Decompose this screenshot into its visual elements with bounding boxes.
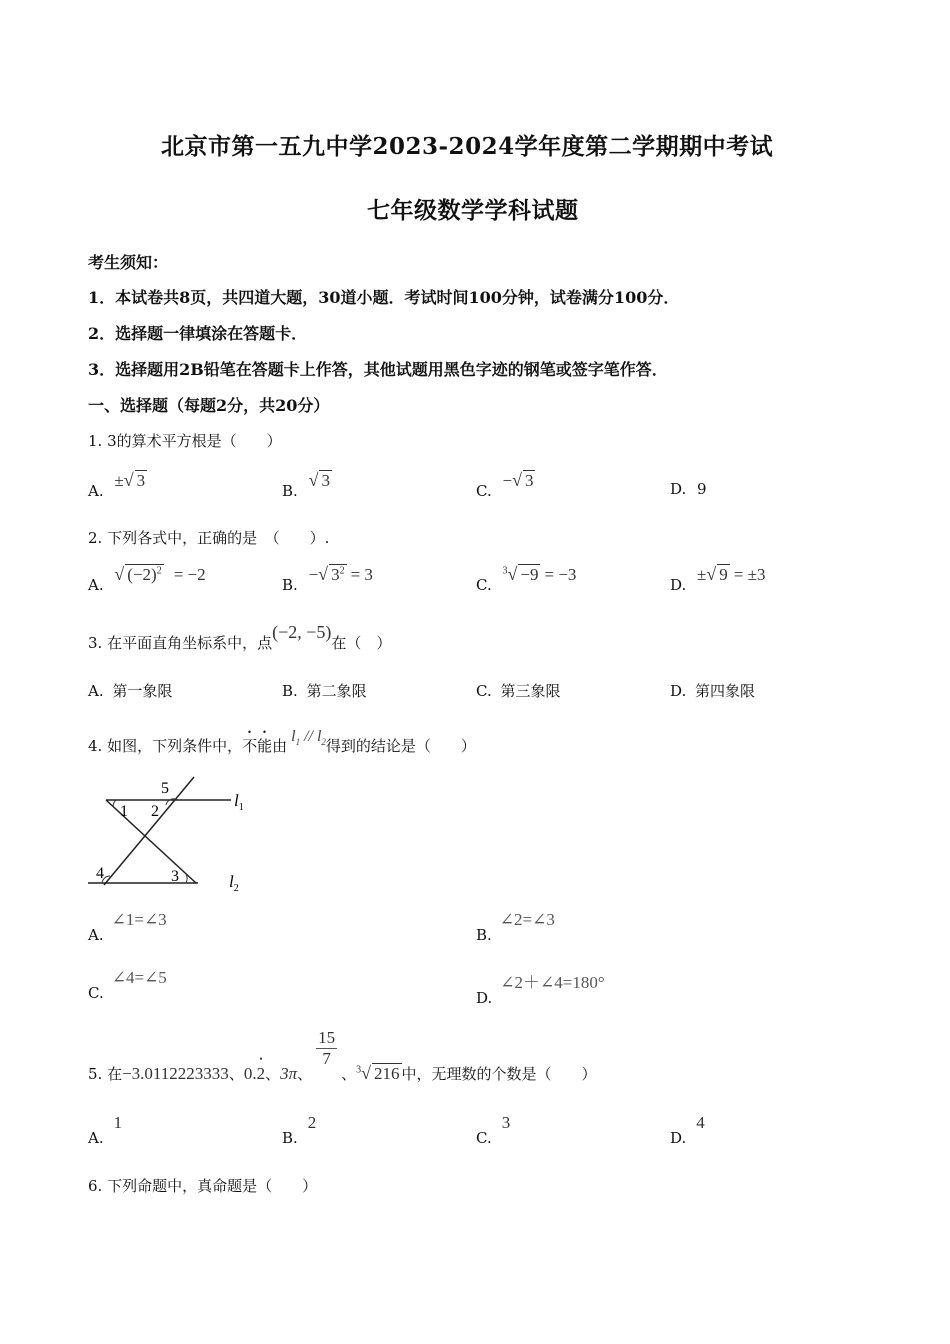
option-text: 第四象限 (695, 682, 756, 700)
option-value: 9 (697, 480, 707, 498)
option-label: B. (476, 926, 492, 944)
exam-subtitle: 七年级数学学科试题 (367, 197, 579, 224)
subscript: 1 (295, 737, 301, 748)
line-label-l1: l (234, 791, 239, 810)
q1-option-b: B. √ 3 (282, 470, 330, 500)
notes-heading: 考生须知： (88, 253, 169, 272)
parallel-lines-figure (86, 775, 256, 895)
option-label: A. (88, 576, 104, 594)
stem-text: 3. 在平面直角坐标系中，点 (88, 634, 273, 652)
question-2-stem: 2. 下列各式中，正确的是 （ ）. (88, 529, 330, 547)
q2-option-d: D. ±√ 9 = ±3 (670, 564, 766, 594)
stem-text: 由 (272, 737, 288, 755)
question-4-stem (88, 718, 476, 755)
exam-title: 北京市第一五九中学2023-2024学年度第二学期期中考试 (161, 133, 774, 160)
number-1: −3.0112223333 (122, 1064, 229, 1083)
separator: 、 (228, 1065, 244, 1083)
q5-option-d (670, 1113, 705, 1147)
repeating-digit: 2 (256, 1064, 266, 1083)
radicand: 3 (136, 471, 146, 490)
stem-text: 在（ ） (331, 634, 392, 652)
radicand: 3 (524, 471, 534, 490)
option-label: A. (88, 926, 104, 944)
line-l1: l (291, 728, 296, 745)
q2-option-a: A. √ $(-2)^2 = -2$ (88, 564, 206, 594)
option-label: C. (476, 576, 492, 594)
option-text: 第一象限 (112, 682, 173, 700)
question-5-stem: 5. 在−3.0112223333、0.2、3π、 $\frac{15}{7}$ 、$^3$√ 216 中，无理数的个数是（ ） (88, 1028, 597, 1083)
option-text: 第三象限 (500, 682, 561, 700)
option-label: C. (476, 1129, 492, 1147)
exponent: 2 (339, 565, 345, 577)
numerator: 15 (318, 1028, 336, 1047)
q5-option-a (88, 1113, 123, 1147)
option-text: 2 (307, 1113, 317, 1132)
rhs: = 3 (350, 565, 373, 584)
line-label-l2: l (229, 872, 234, 891)
number-2: 0. (243, 1064, 257, 1083)
stem-text: 中，无理数的个数是（ ） (401, 1065, 597, 1083)
radicand: −9 (520, 565, 539, 584)
option-label: D. (476, 989, 493, 1007)
option-label: B. (282, 1129, 298, 1147)
radicand: 3 (321, 471, 330, 490)
option-label: D. (670, 682, 687, 700)
option-label: C. (476, 482, 492, 500)
q3-option-d (670, 680, 755, 701)
plus-minus: ± (697, 565, 707, 584)
question-1-stem: 1. 3的算术平方根是（ ） (88, 432, 282, 450)
option-label: B. (282, 482, 298, 500)
angle-label-4: 4 (96, 865, 104, 882)
q5-option-b (282, 1113, 317, 1147)
subscript: 2 (321, 737, 326, 748)
svg-text:l2 (229, 872, 239, 894)
option-text: 4 (696, 1113, 705, 1132)
separator: 、 (341, 1065, 357, 1083)
option-label: A. (88, 1129, 104, 1147)
angle-label-2: 2 (151, 803, 159, 820)
q5-option-c (476, 1113, 511, 1147)
note-item: 3．选择题用2B铅笔在答题卡上作答，其他试题用黑色字迹的钢笔或签字笔作答． (88, 360, 668, 379)
q3-option-c (476, 680, 561, 701)
angle-arc-1 (113, 800, 116, 807)
rhs: = −2 (173, 565, 206, 584)
q3-option-a (88, 680, 172, 701)
parallel-symbol: // (304, 728, 313, 745)
question-6-stem: 6. 下列命题中，真命题是（ ） (88, 1177, 318, 1195)
option-label: B. (282, 682, 298, 700)
number-3: 3π (280, 1064, 298, 1083)
option-text: 第二象限 (306, 682, 367, 700)
angle-arc-3 (186, 874, 187, 883)
angle-label-3: 3 (171, 868, 179, 885)
stem-text: 5. 在 (88, 1065, 123, 1083)
q1-option-d (670, 480, 707, 498)
option-text: 1 (113, 1113, 123, 1132)
option-label: D. (670, 576, 687, 594)
q4-option-a (88, 910, 167, 944)
option-label: C. (88, 984, 104, 1002)
option-label: C. (476, 682, 492, 700)
note-item: 2．选择题一律填涂在答题卡． (88, 324, 308, 343)
option-label: D. (670, 1129, 687, 1147)
option-text: 3 (501, 1113, 511, 1132)
plus-minus: ± (114, 471, 124, 490)
separator: 、 (297, 1065, 313, 1083)
question-3-stem (88, 622, 392, 652)
svg-text:l1 (234, 791, 244, 813)
radicand: 3 (331, 565, 340, 584)
option-text: ∠2＋∠4=180° (500, 973, 605, 992)
q2-option-c: C. $^3$√ −9 = −3 (476, 564, 577, 594)
line-label-sub: 1 (238, 802, 244, 813)
exponent: 2 (156, 565, 162, 577)
q2-option-b: B. −√ $3^2 = 3$ (282, 564, 373, 594)
option-text: ∠1=∠3 (111, 910, 167, 929)
q1-option-a: A. ±√ 3 (88, 470, 146, 500)
q4-option-d (476, 968, 605, 1007)
radicand: 9 (719, 565, 728, 584)
q4-option-c (88, 968, 167, 1002)
angle-label-1: 1 (120, 803, 128, 820)
option-label: D. (670, 480, 687, 498)
minus-sign: − (308, 565, 319, 584)
radicand: 216 (374, 1064, 400, 1083)
note-item: 1．本试卷共8页，共四道大题，30道小题．考试时间100分钟，试卷满分100分． (88, 288, 680, 307)
rhs: = ±3 (733, 565, 766, 584)
line-label-sub: 2 (233, 883, 239, 894)
denominator: 7 (322, 1049, 331, 1068)
root-index: 3 (356, 1064, 362, 1076)
option-label: B. (282, 576, 298, 594)
stem-text: 4. 如图，下列条件中， (88, 737, 243, 755)
emphasis-text: 不能 (242, 737, 273, 755)
q1-option-c: C. −√ 3 (476, 470, 534, 500)
root-index: 3 (502, 565, 508, 577)
angle-label-5: 5 (161, 780, 169, 797)
q4-option-b (476, 910, 555, 944)
separator: 、 (265, 1065, 281, 1083)
option-label: A. (88, 482, 104, 500)
fraction (316, 1028, 337, 1069)
q3-option-b (282, 680, 367, 701)
minus-sign: − (502, 471, 513, 490)
stem-text: 得到的结论是（ ） (325, 737, 476, 755)
option-text: ∠4=∠5 (111, 968, 167, 987)
point-coordinates: (−2, −5) (272, 622, 332, 642)
option-label: A. (88, 682, 104, 700)
section-heading: 一、选择题（每题2分，共20分） (88, 396, 330, 415)
line-l2: l (316, 728, 322, 745)
option-text: ∠2=∠3 (499, 910, 555, 929)
radicand: (−2) (127, 565, 157, 584)
rhs: = −3 (544, 565, 577, 584)
